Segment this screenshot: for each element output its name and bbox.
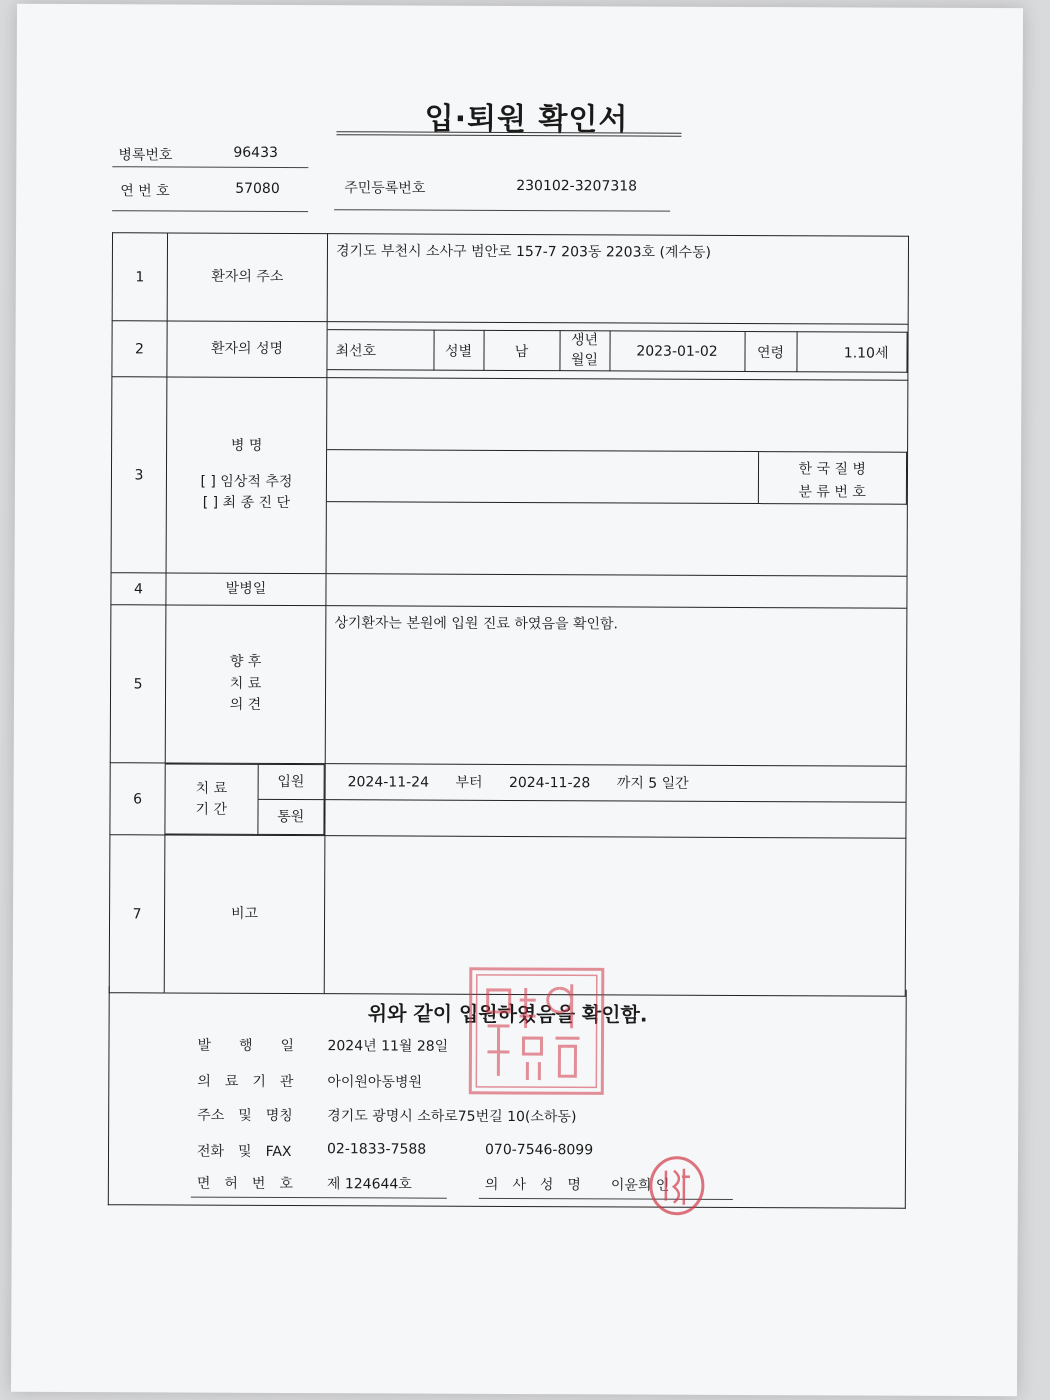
record-number-label: 병록번호 [118, 147, 173, 164]
doctor-label: 의 사 성 명 [484, 1176, 582, 1194]
license-label: 면 허 번 호 [196, 1175, 294, 1193]
row-number: 6 [110, 763, 165, 835]
institution-label: 의 료 기 관 [197, 1073, 294, 1091]
opinion-label-line3: 의 견 [229, 697, 262, 714]
remarks-label: 비고 [164, 835, 325, 994]
kcd-label-line1: 한 국 질 병 [798, 461, 867, 478]
issue-date: 2024년 11월 28일 [327, 1038, 449, 1055]
row-number: 1 [112, 233, 167, 321]
period-label-line2: 기 간 [195, 801, 228, 818]
license-underline [191, 1197, 447, 1199]
inpatient-to: 2024-11-28 [508, 774, 591, 792]
document-title: 입·퇴원 확인서 [424, 101, 629, 138]
issue-date-label: 발 행 일 [197, 1037, 295, 1055]
diagnosis-label: 병 명 [230, 437, 263, 454]
institution: 아이원아동병원 [327, 1074, 423, 1091]
patient-name: 최선호 [327, 330, 433, 371]
row-opinion [110, 605, 907, 766]
row-number: 5 [110, 605, 166, 763]
row-address [112, 233, 908, 324]
clinical-estimate-option: [ ] 임상적 추정 [200, 473, 293, 490]
info-table [109, 232, 909, 996]
remarks-value [324, 836, 906, 997]
rrn-label: 주민등록번호 [344, 180, 426, 197]
kcd-label-line2: 분 류 번 호 [798, 483, 866, 501]
document-page [11, 4, 1023, 1396]
confirmation-statement: 위와 같이 입원하였음을 확인함. [367, 1001, 648, 1027]
age-value: 1.10세 [796, 332, 907, 373]
row-treatment-period [110, 763, 906, 838]
row-onset [111, 573, 907, 608]
hospital-seal-stamp [467, 966, 606, 1097]
row-name [112, 321, 908, 380]
opinion-label-line1: 향 후 [229, 653, 262, 670]
dob-value: 2023-01-02 [609, 331, 744, 372]
diagnosis-label-cell [166, 377, 327, 574]
period-label-line1: 치 료 [195, 780, 228, 797]
address-name-label: 주소 및 명칭 [197, 1107, 293, 1125]
rrn-underline [334, 209, 670, 211]
from-word: 부터 [455, 774, 483, 791]
final-diagnosis-option: [ ] 최 종 진 단 [202, 494, 291, 512]
row-number: 4 [111, 573, 166, 605]
institution-address: 경기도 광명시 소하로75번길 10(소하동) [327, 1108, 577, 1126]
name-label: 환자의 성명 [167, 321, 327, 378]
inpatient-from: 2024-11-24 [347, 774, 430, 791]
row-number: 3 [111, 377, 167, 573]
name-row-cells [327, 329, 907, 373]
sex-label: 성별 [433, 330, 483, 370]
serial-number: 57080 [235, 180, 280, 197]
to-word: 까지 5 일간 [616, 775, 689, 792]
dob-label-line2: 월일 [570, 351, 599, 368]
doctor-name: 이윤희 인 [610, 1177, 670, 1194]
kcd-label [758, 452, 907, 504]
period-label-cells [165, 763, 324, 835]
dob-label-line1: 생년 [571, 332, 599, 349]
address-value: 경기도 부천시 소사구 범안로 157-7 203동 2203호 (계수동) [327, 234, 908, 325]
onset-value [326, 574, 907, 609]
license-number: 제 124644호 [326, 1176, 412, 1193]
onset-label: 발병일 [166, 573, 326, 606]
opinion-label-line2: 치 료 [229, 675, 262, 692]
inpatient-period [326, 765, 906, 803]
dob-label [559, 331, 609, 371]
address-label: 환자의 주소 [167, 233, 327, 322]
title-underline [336, 131, 681, 137]
age-label: 연령 [744, 331, 796, 371]
diagnosis-value [327, 450, 758, 504]
telephone: 02-1833-7588 [327, 1141, 427, 1158]
serial-number-label: 연 번 호 [120, 183, 170, 200]
opinion-label [165, 605, 326, 764]
doctor-seal-stamp [648, 1155, 706, 1217]
outpatient-label: 통원 [277, 808, 305, 826]
serial-underline [112, 210, 308, 212]
row-number: 2 [112, 321, 167, 377]
fax: 070-7546-8099 [485, 1141, 594, 1159]
record-underline [112, 166, 308, 168]
row-number: 7 [109, 835, 165, 993]
outpatient-period [325, 800, 905, 837]
record-number: 96433 [233, 144, 278, 161]
inpatient-label: 입원 [258, 765, 324, 800]
row-diagnosis [111, 377, 908, 576]
sex-value: 남 [483, 330, 559, 371]
tel-fax-label: 전화 및 FAX [196, 1143, 292, 1161]
opinion-value: 상기환자는 본원에 입원 진료 하였음을 확인함. [325, 606, 907, 767]
rrn-value: 230102-3207318 [516, 177, 638, 195]
period-label [165, 764, 257, 834]
diagnosis-cells [327, 449, 907, 504]
